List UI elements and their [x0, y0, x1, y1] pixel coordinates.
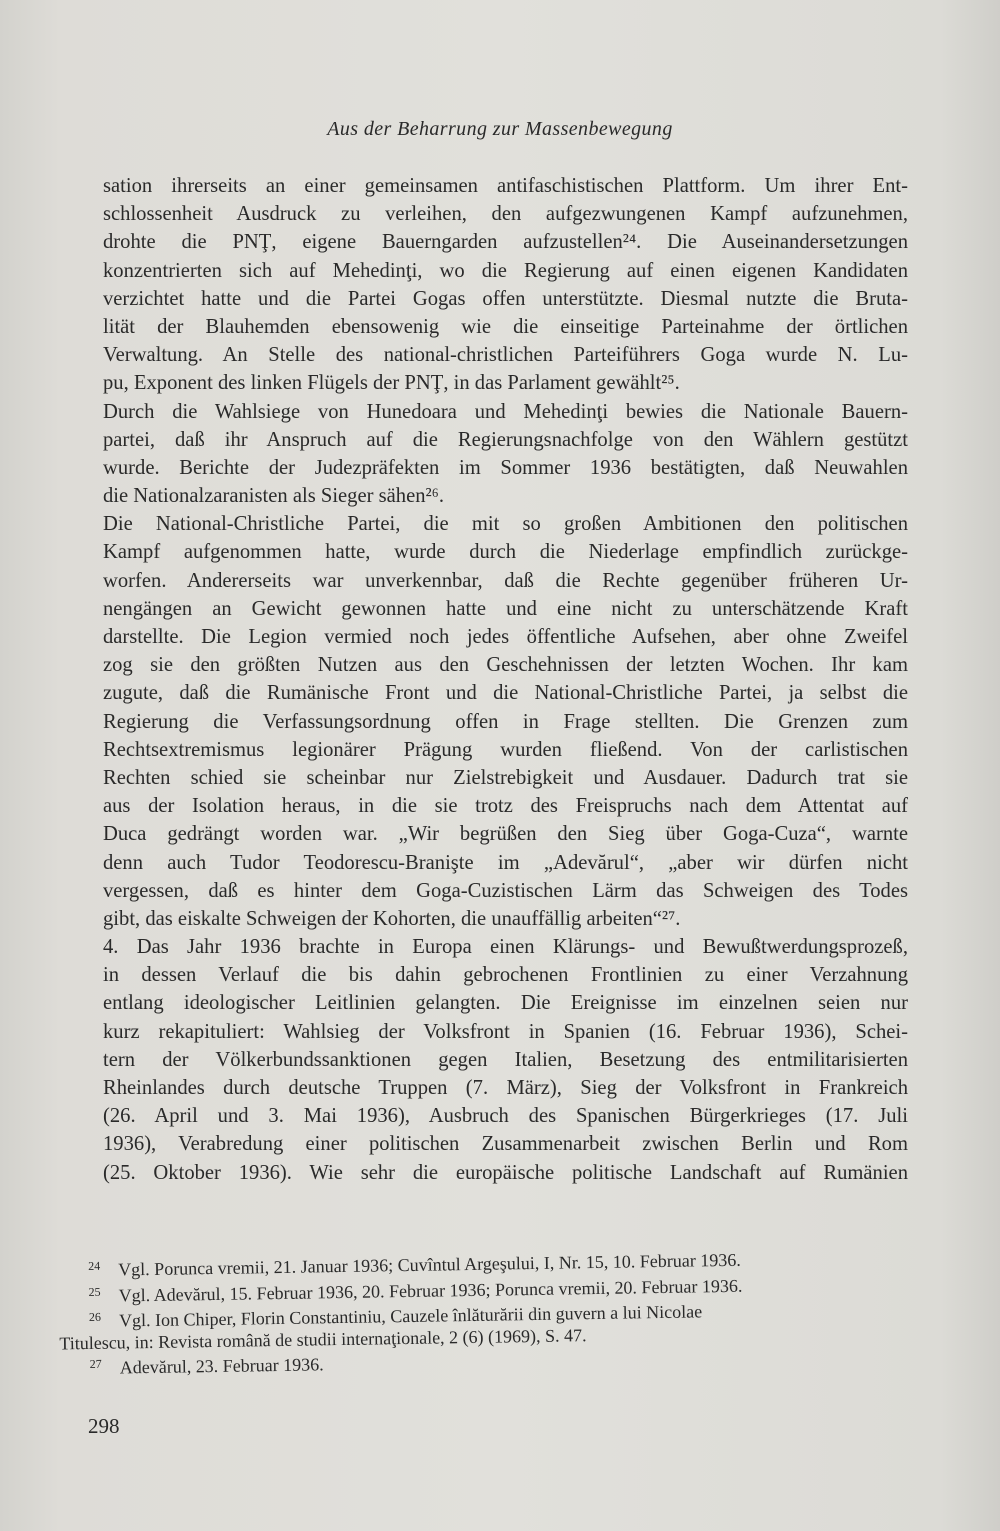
footnote-number: 24	[88, 1258, 101, 1273]
text-line: Rheinlandes durch deutsche Truppen (7. März), Sieg der Volksfront in Frankreich	[103, 1077, 908, 1099]
text-line: (26. April und 3. Mai 1936), Ausbruch des Spanischen Bürgerkrieges (17. Juli	[103, 1105, 908, 1128]
text-line: Verwaltung. An Stelle des national-christlichen Parteiführers Goga wurde N. Lu-	[103, 344, 908, 367]
text-line: gibt, das eiskalte Schweigen der Kohorten, die unauffällig arbeiten“²⁷.	[103, 907, 681, 930]
running-head: Aus der Beharrung zur Massenbewegung	[327, 118, 673, 140]
text-line: schlossenheit Ausdruck zu verleihen, den aufgezwungenen Kampf aufzunehmen,	[103, 203, 908, 226]
text-line: sation ihrerseits an einer gemeinsamen antifaschistischen Plattform. Um ihrer Ent-	[103, 175, 908, 197]
text-line: tern der Völkerbundssanktionen gegen Italien, Besetzung des entmilitarisierten	[103, 1048, 908, 1071]
text-line: zugute, daß die Rumänische Front und die National-Christliche Partei, ja selbst die	[103, 682, 908, 705]
body-text	[103, 172, 908, 1187]
text-line: lität der Blauhemden ebensowenig wie die einseitige Parteinahme der örtlichen	[103, 315, 908, 338]
footnote-text: Vgl. Adevărul, 15. Februar 1936, 20. Februar 1936; Porunca vremii, 20. Februar 1936.	[118, 1275, 743, 1306]
text-line: darstellte. Die Legion vermied noch jedes öffentliche Aufsehen, aber ohne Zweifel	[103, 626, 908, 648]
text-line: Durch die Wahlsiege von Hunedoara und Mehedinţi bewies die Nationale Bauern-	[103, 400, 908, 423]
text-line: 1936), Verabredung einer politischen Zusammenarbeit zwischen Berlin und Rom	[103, 1133, 908, 1156]
text-line: partei, daß ihr Anspruch auf die Regierungsnachfolge von den Wählern gestützt	[103, 428, 908, 451]
text-line: Rechten schied sie scheinbar nur Zielstrebigkeit und Ausdauer. Dadurch trat sie	[103, 766, 908, 789]
text-line: wurde. Berichte der Judezpräfekten im Sommer 1936 bestätigten, daß Neuwahlen	[103, 456, 908, 479]
text-line: vergessen, daß es hinter dem Goga-Cuzistischen Lärm das Schweigen des Todes	[103, 879, 908, 902]
text-line: in dessen Verlauf die bis dahin gebrochenen Frontlinien zu einer Verzahnung	[103, 964, 908, 987]
text-line: nengängen an Gewicht gewonnen hatte und eine nicht zu unterschätzende Kraft	[103, 597, 908, 620]
text-line: Duca gedrängt worden war. „Wir begrüßen den Sieg über Goga-Cuza“, warnte	[103, 823, 908, 846]
text-line: die Nationalzaranisten als Sieger sähen²⁶.	[103, 485, 445, 508]
page-number: 298	[88, 1414, 120, 1438]
footnote-text: Titulescu, in: Revista română de studii internaţionale, 2 (6) (1969), S. 47.	[59, 1324, 587, 1353]
footnotes	[59, 1243, 910, 1379]
text-line: 4. Das Jahr 1936 brachte in Europa einen Klärungs- und Bewußtwerdungsprozeß,	[103, 936, 908, 959]
text-line: aus der Isolation heraus, in die sie trotz des Freispruchs nach dem Attentat auf	[103, 795, 908, 818]
text-line: Kampf aufgenommen hatte, wurde durch die Niederlage empfindlich zurückge-	[103, 541, 908, 564]
text-line: zog sie den größten Nutzen aus den Geschehnissen der letzten Wochen. Ihr kam	[103, 654, 908, 677]
text-line: verzichtet hatte und die Partei Gogas offen unterstützte. Diesmal nutzte die Bruta-	[103, 287, 908, 310]
footnote-text: Vgl. Ion Chiper, Florin Constantiniu, Cauzele înlăturării din guvern a lui Nicolae	[118, 1301, 703, 1331]
footnote-number: 25	[88, 1284, 101, 1299]
text-line: Rechtsextremismus legionärer Prägung wurden fließend. Von der carlistischen	[103, 738, 908, 761]
text-line: Regierung die Verfassungsordnung offen in Frage stellten. Die Grenzen zum	[103, 710, 908, 733]
text-line: entlang ideologischer Leitlinien gelangten. Die Ereignisse im einzelnen seien nur	[103, 992, 908, 1015]
text-line: worfen. Andererseits war unverkennbar, daß die Rechte gegenüber früheren Ur-	[103, 569, 908, 592]
text-line: pu, Exponent des linken Flügels der PNŢ, in das Parlament gewählt²⁵.	[103, 372, 680, 395]
footnote-number: 26	[88, 1309, 102, 1324]
text-line: Die National-Christliche Partei, die mit so großen Ambitionen den politischen	[103, 513, 908, 536]
footnote-text: Adevărul, 23. Februar 1936.	[119, 1354, 324, 1378]
text-line: konzentrierten sich auf Mehedinţi, wo die Regierung auf einen eigenen Kandidaten	[103, 259, 908, 282]
text-line: denn auch Tudor Teodorescu-Branişte im „Adevărul“, „aber wir dürfen nicht	[103, 851, 908, 874]
text-line: (25. Oktober 1936). Wie sehr die europäische politische Landschaft auf Rumänien	[103, 1161, 908, 1184]
footnote-number: 27	[89, 1356, 102, 1371]
text-line: drohte die PNŢ, eigene Bauerngarden aufzustellen²⁴. Die Auseinandersetzungen	[103, 231, 908, 254]
text-line: kurz rekapituliert: Wahlsieg der Volksfront in Spanien (16. Februar 1936), Schei-	[103, 1020, 908, 1043]
footnote-text: Vgl. Poruncа vremii, 21. Januar 1936; Cuvîntul Argeşului, I, Nr. 15, 10. Februar 1936.	[118, 1249, 741, 1280]
